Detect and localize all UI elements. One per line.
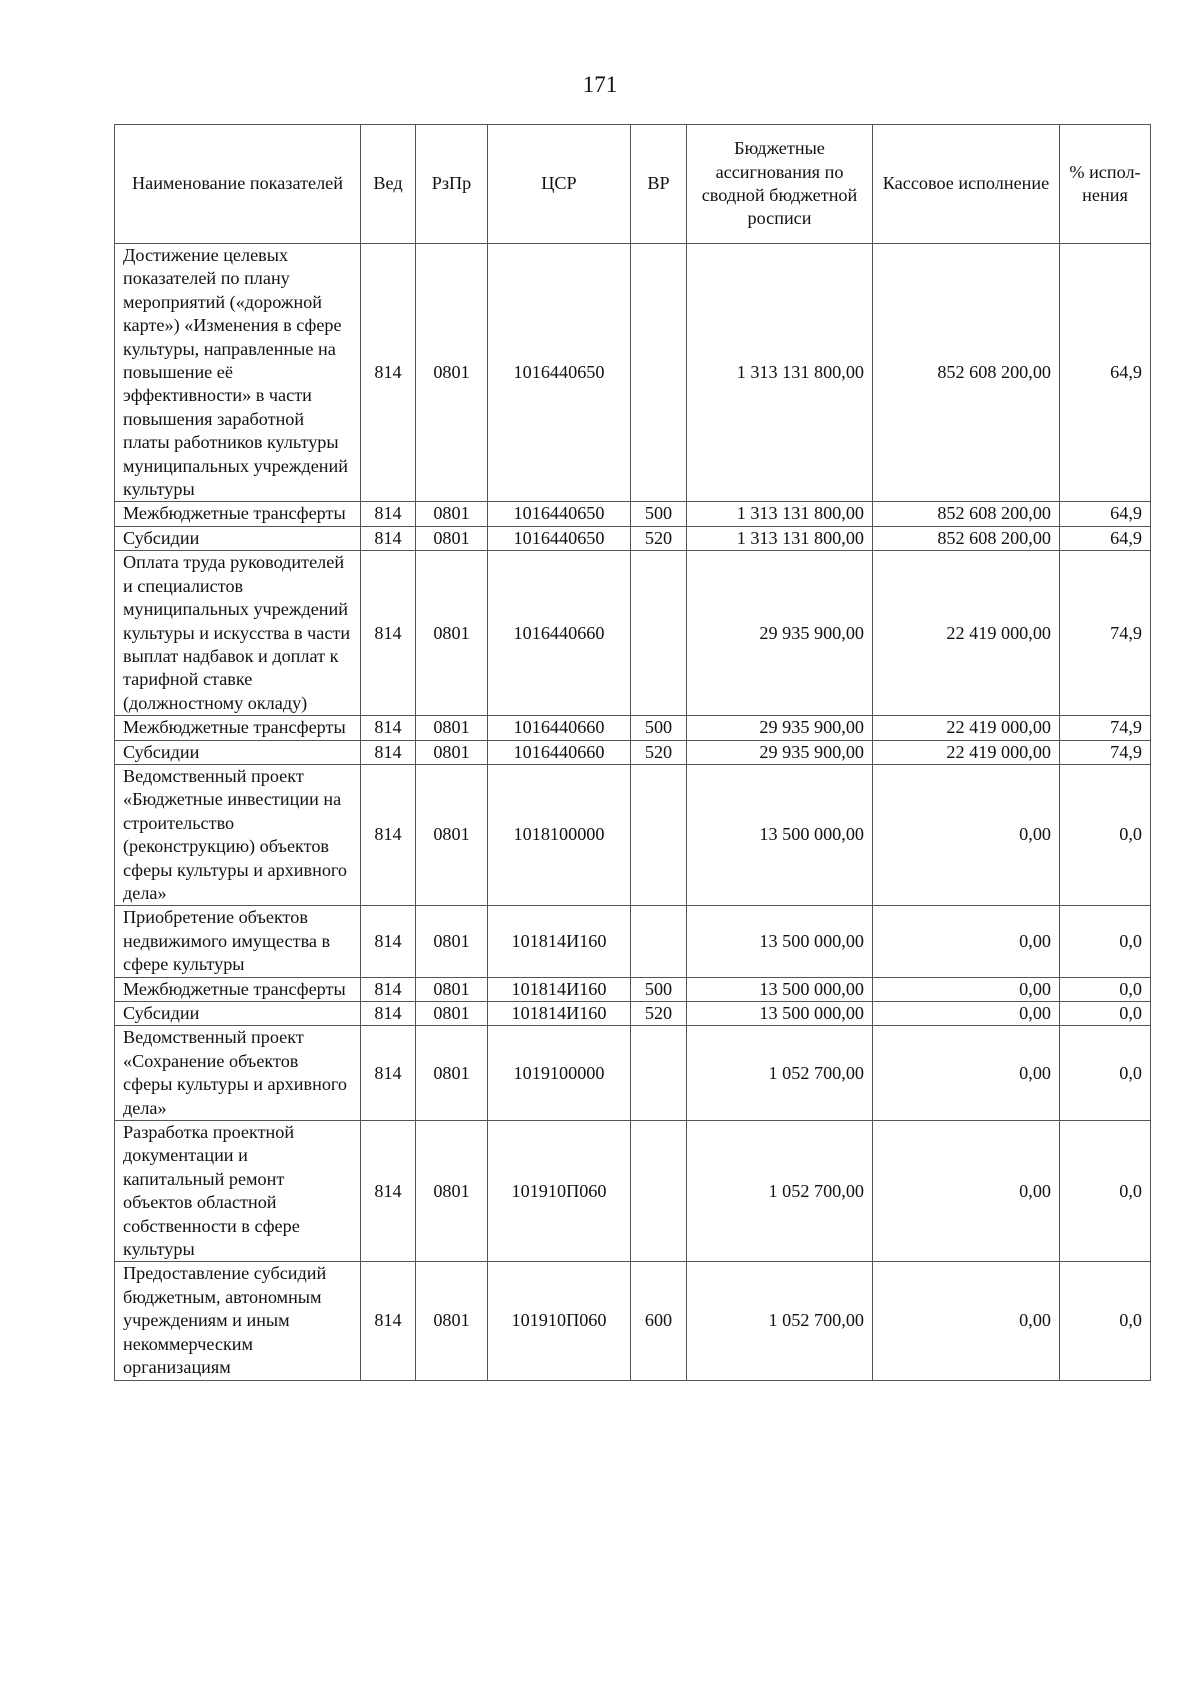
cell-executed: 852 608 200,00: [873, 244, 1060, 502]
cell-csr: 1018100000: [488, 764, 631, 905]
table-row: [115, 716, 1151, 740]
cell-percent: 64,9: [1060, 502, 1151, 526]
cell-csr: 1016440650: [488, 526, 631, 550]
cell-assigned: 13 500 000,00: [687, 764, 873, 905]
header-assigned: Бюджетные ассигнования по сводной бюджетной росписи: [687, 125, 873, 244]
cell-percent: 64,9: [1060, 244, 1151, 502]
cell-percent: 0,0: [1060, 1262, 1151, 1380]
cell-name: Субсидии: [115, 1002, 361, 1026]
table-row: [115, 502, 1151, 526]
cell-assigned: 29 935 900,00: [687, 740, 873, 764]
cell-rzpr: 0801: [416, 764, 488, 905]
cell-rzpr: 0801: [416, 1121, 488, 1262]
cell-assigned: 13 500 000,00: [687, 906, 873, 977]
cell-csr: 101910П060: [488, 1262, 631, 1380]
cell-percent: 0,0: [1060, 977, 1151, 1001]
cell-name: Межбюджетные трансферты: [115, 502, 361, 526]
cell-percent: 0,0: [1060, 1002, 1151, 1026]
cell-assigned: 29 935 900,00: [687, 716, 873, 740]
cell-ved: 814: [361, 1262, 416, 1380]
cell-ved: 814: [361, 764, 416, 905]
table-row: [115, 906, 1151, 977]
table-row: [115, 526, 1151, 550]
cell-executed: 0,00: [873, 1121, 1060, 1262]
cell-csr: 1016440660: [488, 716, 631, 740]
header-executed: Кассовое исполнение: [873, 125, 1060, 244]
cell-ved: 814: [361, 502, 416, 526]
cell-vr: [631, 906, 687, 977]
cell-executed: 22 419 000,00: [873, 740, 1060, 764]
cell-ved: 814: [361, 526, 416, 550]
cell-percent: 0,0: [1060, 906, 1151, 977]
cell-rzpr: 0801: [416, 716, 488, 740]
cell-vr: 520: [631, 1002, 687, 1026]
cell-ved: 814: [361, 551, 416, 716]
cell-name: Межбюджетные трансферты: [115, 716, 361, 740]
cell-assigned: 1 052 700,00: [687, 1026, 873, 1121]
cell-vr: 500: [631, 502, 687, 526]
cell-vr: 520: [631, 526, 687, 550]
cell-executed: 0,00: [873, 764, 1060, 905]
cell-rzpr: 0801: [416, 244, 488, 502]
cell-name: Приобретение объектов недвижимого имущества в сфере культуры: [115, 906, 361, 977]
cell-csr: 1016440660: [488, 551, 631, 716]
cell-vr: 500: [631, 977, 687, 1001]
cell-assigned: 13 500 000,00: [687, 1002, 873, 1026]
cell-executed: 0,00: [873, 1002, 1060, 1026]
cell-executed: 22 419 000,00: [873, 716, 1060, 740]
cell-vr: [631, 551, 687, 716]
cell-percent: 74,9: [1060, 551, 1151, 716]
cell-name: Достижение целевых показателей по плану мероприятий («дорожной карте») «Изменения в сфере культуры, направленные на повышение её эффективности» в части повышения заработной платы работников культуры муниципальных учреждений культуры: [115, 244, 361, 502]
table-row: [115, 551, 1151, 716]
cell-percent: 64,9: [1060, 526, 1151, 550]
cell-csr: 101814И160: [488, 977, 631, 1001]
cell-executed: 852 608 200,00: [873, 502, 1060, 526]
table-row: [115, 1121, 1151, 1262]
cell-name: Ведомственный проект «Сохранение объектов сферы культуры и архивного дела»: [115, 1026, 361, 1121]
cell-assigned: 1 052 700,00: [687, 1121, 873, 1262]
cell-name: Субсидии: [115, 740, 361, 764]
cell-name: Субсидии: [115, 526, 361, 550]
header-rzpr: РзПр: [416, 125, 488, 244]
cell-executed: 0,00: [873, 906, 1060, 977]
table-body: [115, 244, 1151, 1381]
cell-rzpr: 0801: [416, 502, 488, 526]
cell-vr: [631, 1026, 687, 1121]
cell-rzpr: 0801: [416, 1002, 488, 1026]
cell-executed: 0,00: [873, 1026, 1060, 1121]
cell-vr: [631, 764, 687, 905]
cell-name: Оплата труда руководителей и специалистов муниципальных учреждений культуры и искусства в части выплат надбавок и доплат к тарифной ставке (должностному окладу): [115, 551, 361, 716]
cell-csr: 1016440650: [488, 244, 631, 502]
cell-vr: [631, 244, 687, 502]
table-row: [115, 1262, 1151, 1380]
cell-vr: [631, 1121, 687, 1262]
cell-assigned: 1 313 131 800,00: [687, 502, 873, 526]
table-row: [115, 244, 1151, 502]
cell-rzpr: 0801: [416, 977, 488, 1001]
header-vr: ВР: [631, 125, 687, 244]
page-number: 171: [582, 72, 618, 97]
cell-rzpr: 0801: [416, 906, 488, 977]
cell-rzpr: 0801: [416, 740, 488, 764]
cell-assigned: 1 313 131 800,00: [687, 244, 873, 502]
cell-percent: 74,9: [1060, 740, 1151, 764]
cell-ved: 814: [361, 740, 416, 764]
cell-name: Ведомственный проект «Бюджетные инвестиции на строительство (реконструкцию) объектов сферы культуры и архивного дела»: [115, 764, 361, 905]
cell-rzpr: 0801: [416, 551, 488, 716]
cell-assigned: 1 052 700,00: [687, 1262, 873, 1380]
table-row: [115, 764, 1151, 905]
header-percent: % испол-нения: [1060, 125, 1151, 244]
cell-name: Разработка проектной документации и капитальный ремонт объектов областной собственности в сфере культуры: [115, 1121, 361, 1262]
cell-ved: 814: [361, 1121, 416, 1262]
cell-assigned: 13 500 000,00: [687, 977, 873, 1001]
cell-ved: 814: [361, 906, 416, 977]
cell-percent: 0,0: [1060, 1121, 1151, 1262]
header-name: Наименование показателей: [115, 125, 361, 244]
cell-rzpr: 0801: [416, 526, 488, 550]
cell-ved: 814: [361, 977, 416, 1001]
cell-ved: 814: [361, 244, 416, 502]
table-row: [115, 740, 1151, 764]
cell-ved: 814: [361, 716, 416, 740]
cell-percent: 0,0: [1060, 1026, 1151, 1121]
cell-vr: 600: [631, 1262, 687, 1380]
cell-rzpr: 0801: [416, 1262, 488, 1380]
table-header-row: [115, 125, 1151, 244]
table-row: [115, 1002, 1151, 1026]
cell-name: Предоставление субсидий бюджетным, автономным учреждениям и иным некоммерческим организациям: [115, 1262, 361, 1380]
table-row: [115, 977, 1151, 1001]
cell-percent: 74,9: [1060, 716, 1151, 740]
cell-rzpr: 0801: [416, 1026, 488, 1121]
cell-csr: 101814И160: [488, 1002, 631, 1026]
cell-assigned: 1 313 131 800,00: [687, 526, 873, 550]
cell-executed: 22 419 000,00: [873, 551, 1060, 716]
table-row: [115, 1026, 1151, 1121]
budget-table: [114, 124, 1151, 1381]
cell-ved: 814: [361, 1026, 416, 1121]
cell-executed: 852 608 200,00: [873, 526, 1060, 550]
header-csr: ЦСР: [488, 125, 631, 244]
cell-csr: 1019100000: [488, 1026, 631, 1121]
cell-percent: 0,0: [1060, 764, 1151, 905]
cell-csr: 1016440660: [488, 740, 631, 764]
cell-name: Межбюджетные трансферты: [115, 977, 361, 1001]
cell-executed: 0,00: [873, 977, 1060, 1001]
cell-assigned: 29 935 900,00: [687, 551, 873, 716]
cell-vr: 500: [631, 716, 687, 740]
header-ved: Вед: [361, 125, 416, 244]
cell-ved: 814: [361, 1002, 416, 1026]
cell-csr: 1016440650: [488, 502, 631, 526]
cell-csr: 101814И160: [488, 906, 631, 977]
cell-executed: 0,00: [873, 1262, 1060, 1380]
cell-vr: 520: [631, 740, 687, 764]
cell-csr: 101910П060: [488, 1121, 631, 1262]
